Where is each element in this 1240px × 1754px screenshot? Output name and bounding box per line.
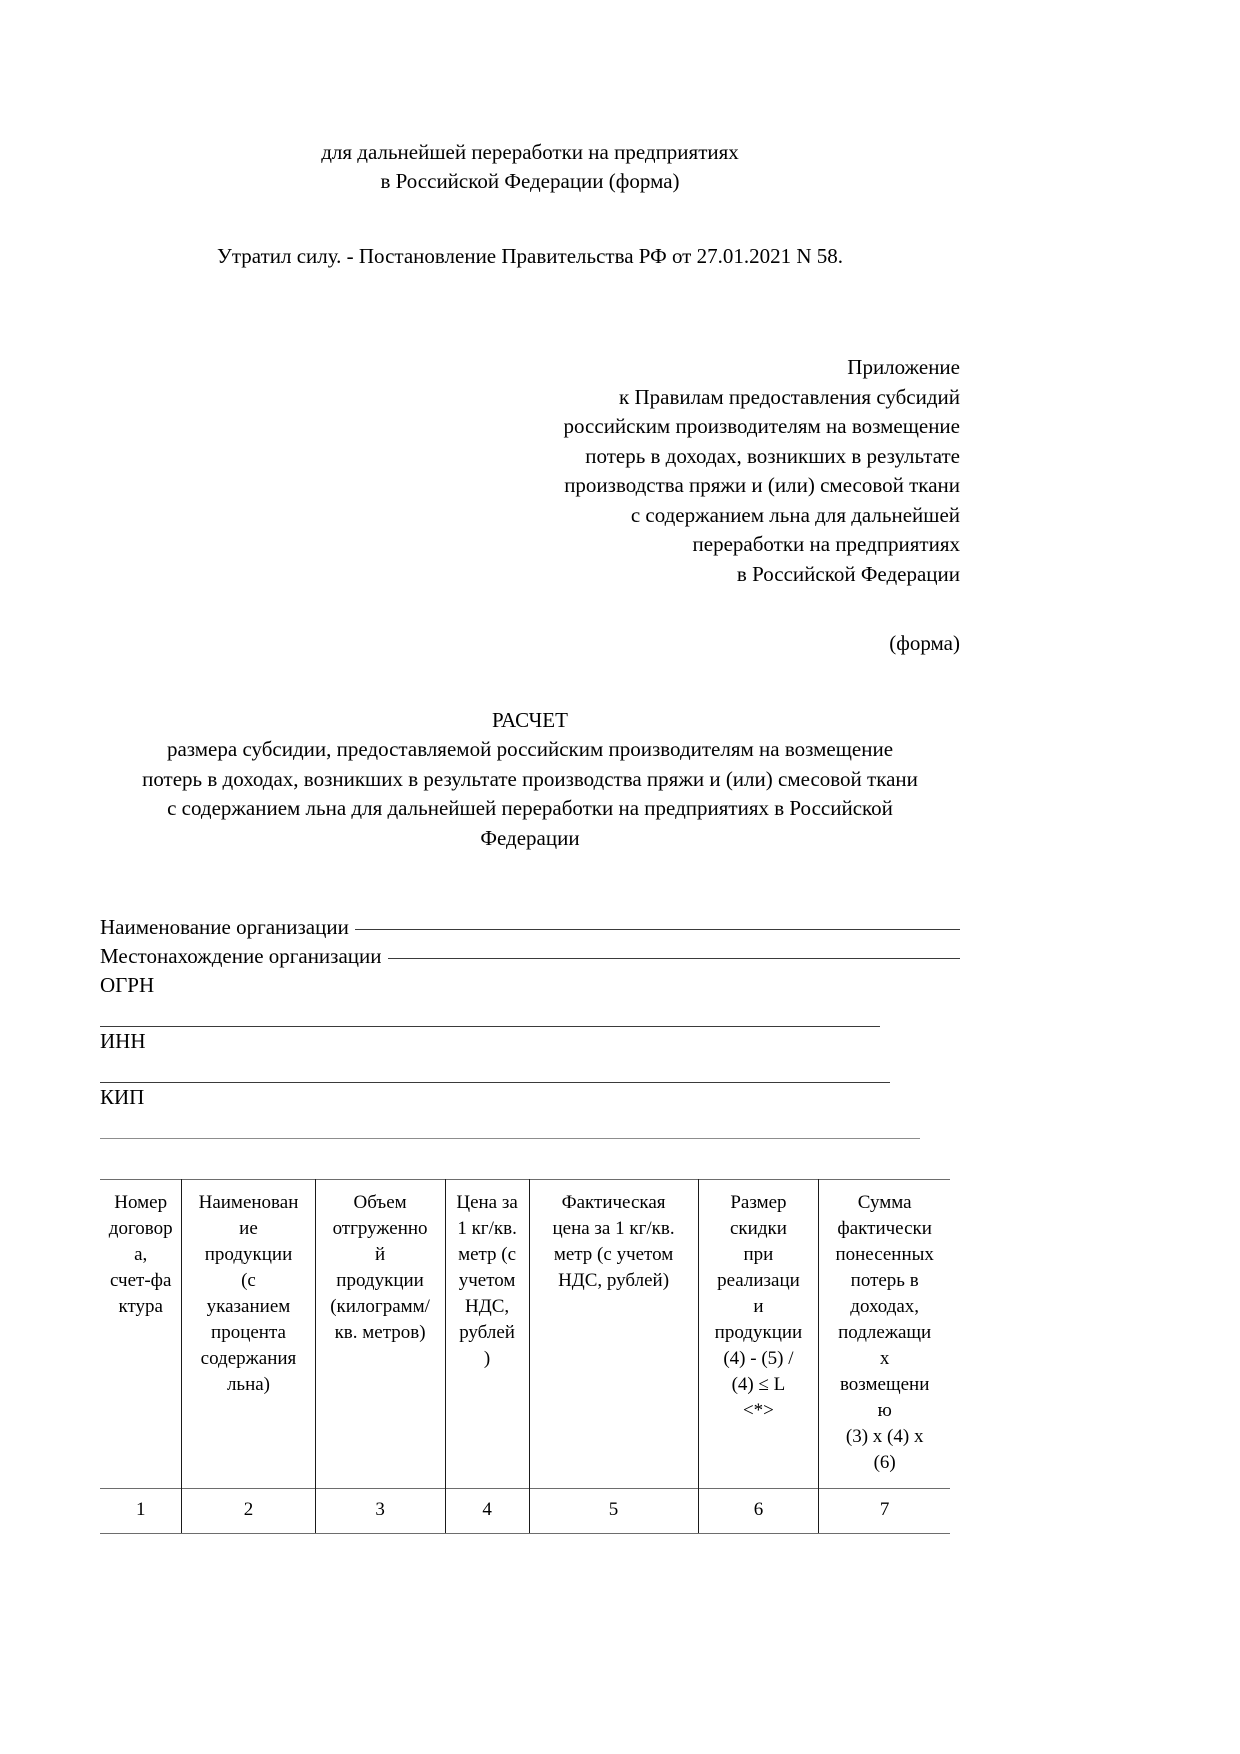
header-6-line-3: при (743, 1244, 774, 1265)
header-1-line-3: а, (134, 1244, 148, 1265)
header-4-line-5: НДС, (465, 1296, 510, 1317)
header-2-line-5: указанием (206, 1296, 291, 1317)
organisation-location-input[interactable] (388, 958, 960, 959)
document-content (100, 0, 960, 1534)
header-2-line-4: (с (241, 1270, 256, 1291)
table-header-cell-7 (819, 1180, 950, 1489)
header-3-line-1: Объем (353, 1192, 407, 1213)
header-5-line-2: цена за 1 кг/кв. (552, 1218, 675, 1239)
header-7-line-5: доходах, (850, 1296, 920, 1317)
header-4-line-2: 1 кг/кв. (457, 1218, 517, 1239)
table-header-cell-3 (315, 1180, 445, 1489)
column-number-7: 7 (819, 1489, 950, 1534)
calculation-subtitle (100, 735, 960, 853)
organisation-location-row (100, 942, 960, 971)
column-number-2: 2 (182, 1489, 315, 1534)
table-column-number-row (100, 1489, 950, 1534)
header-2-line-2: ие (239, 1218, 258, 1239)
header-2-line-8: льна) (226, 1374, 271, 1395)
header-7-line-4: потерь в (850, 1270, 919, 1291)
appendix-line-1: Приложение (847, 355, 960, 379)
calculation-subtitle-line-2: потерь в доходах, возникших в результате производства пряжи и (или) смесовой ткани (142, 766, 918, 791)
appendix-line-7: переработки на предприятиях (692, 532, 960, 556)
header-6-line-2: скидки (729, 1218, 787, 1239)
header-3-line-3: й (374, 1244, 386, 1265)
header-4-line-6: рублей (459, 1322, 515, 1343)
header-6-line-5: и (753, 1296, 764, 1317)
calculation-subtitle-line-1: размера субсидии, предоставляемой российским производителям на возмещение (166, 737, 894, 761)
column-number-5: 5 (529, 1489, 698, 1534)
kip-label: КИП (100, 1085, 145, 1109)
table-header-cell-6 (698, 1180, 819, 1489)
ogrn-label: ОГРН (100, 973, 155, 997)
header-7-line-11: (6) (873, 1452, 896, 1473)
document-running-head (100, 138, 960, 196)
calculation-title-text: РАСЧЕТ (492, 708, 568, 732)
header-4-line-7: ) (483, 1348, 491, 1369)
header-6-line-4: реализаци (717, 1270, 800, 1291)
table-header-cell-5 (529, 1180, 698, 1489)
table-header-cell-1 (100, 1180, 182, 1489)
header-5-line-3: метр (с учетом (553, 1244, 674, 1265)
appendix-line-6: с содержанием льна для дальнейшей (630, 502, 960, 527)
header-2-line-1: Наименован (198, 1192, 299, 1213)
inn-label: ИНН (100, 1029, 146, 1053)
header-7-line-2: фактически (837, 1218, 932, 1239)
header-7-line-7: х (879, 1348, 890, 1369)
header-4-line-1: Цена за (456, 1192, 518, 1213)
appendix-line-2: к Правилам предоставления субсидий (619, 384, 960, 409)
kip-label-row (100, 1083, 960, 1112)
form-marker (100, 629, 960, 658)
calculation-title (100, 706, 960, 735)
table-header-cell-4 (445, 1180, 529, 1489)
header-6-line-8: (4) ≤ L (731, 1374, 786, 1395)
header-2-line-3: продукции (204, 1244, 293, 1265)
inn-label-row (100, 1027, 960, 1056)
running-head-line-2: в Российской Федерации (форма) (380, 169, 680, 193)
column-number-3: 3 (315, 1489, 445, 1534)
organisation-location-label: Местонахождение организации (100, 944, 382, 968)
organisation-name-label: Наименование организации (100, 915, 349, 939)
header-7-line-9: ю (877, 1400, 892, 1421)
calculation-table-wrapper (100, 1179, 960, 1534)
column-number-1: 1 (100, 1489, 182, 1534)
appendix-line-4: потерь в доходах, возникших в результате (585, 443, 960, 468)
form-marker-text: (форма) (889, 631, 960, 655)
header-7-line-6: подлежащи (838, 1322, 932, 1343)
header-6-line-7: (4) - (5) / (723, 1348, 794, 1369)
header-4-line-4: учетом (458, 1270, 516, 1291)
calculation-subtitle-line-3: с содержанием льна для дальнейшей переработки на предприятиях в Российской (167, 796, 893, 820)
calculation-subtitle-line-4: Федерации (480, 825, 580, 850)
header-3-line-2: отгруженно (332, 1218, 428, 1239)
header-6-line-6: продукции (714, 1322, 803, 1343)
header-1-line-5: ктура (118, 1296, 163, 1317)
organisation-name-input[interactable] (355, 929, 960, 930)
table-header-cell-2 (182, 1180, 315, 1489)
header-3-line-6: кв. метров) (334, 1322, 426, 1343)
appendix-line-8: в Российской Федерации (736, 561, 960, 586)
organisation-name-row (100, 913, 960, 942)
header-6-line-1: Размер (730, 1192, 787, 1213)
header-6-line-9: <*> (742, 1400, 774, 1421)
header-2-line-7: содержания (200, 1348, 297, 1369)
appendix-reference (100, 353, 960, 589)
appendix-line-5: производства пряжи и (или) смесовой ткани (564, 473, 960, 497)
header-1-line-2: договор (108, 1218, 173, 1239)
ogrn-label-row (100, 971, 960, 1000)
column-number-6: 6 (698, 1489, 819, 1534)
repeal-note-text: Утратил силу. - Постановление Правительства РФ от 27.01.2021 N 58. (216, 244, 844, 268)
header-1-line-4: счет-фа (110, 1270, 172, 1291)
header-5-line-1: Фактическая (561, 1192, 666, 1213)
header-1-line-1: Номер (114, 1192, 168, 1213)
repeal-note (100, 242, 960, 271)
kip-input[interactable] (100, 1138, 920, 1139)
header-7-line-3: понесенных (835, 1244, 934, 1265)
organisation-fields (100, 913, 960, 1139)
header-2-line-6: процента (211, 1322, 286, 1343)
header-3-line-5: (килограмм/ (330, 1296, 430, 1317)
table-header-row (100, 1180, 950, 1489)
header-7-line-8: возмещени (839, 1374, 930, 1395)
appendix-line-3: российским производителям на возмещение (563, 414, 960, 438)
calculation-table (100, 1179, 950, 1534)
header-5-line-4: НДС, рублей) (558, 1270, 670, 1291)
header-3-line-4: продукции (336, 1270, 424, 1291)
running-head-line-1: для дальнейшей переработки на предприятиях (321, 140, 739, 164)
header-4-line-3: метр (с (458, 1244, 517, 1265)
column-number-4: 4 (445, 1489, 529, 1534)
header-7-line-1: Сумма (857, 1192, 912, 1213)
header-7-line-10: (3) х (4) х (845, 1426, 924, 1447)
